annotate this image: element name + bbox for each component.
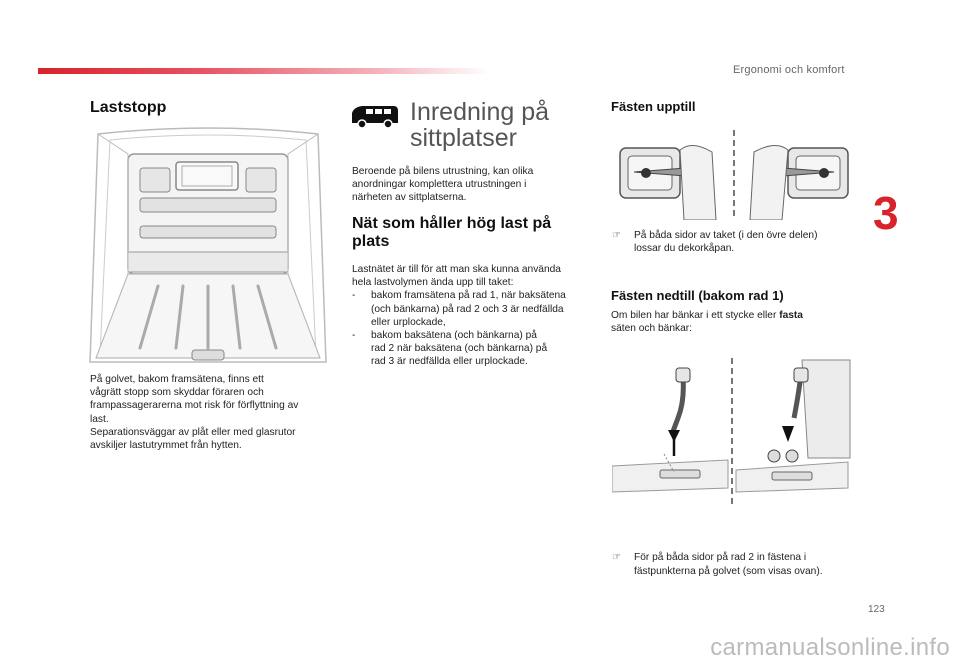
nat-list	[352, 289, 597, 368]
bullet-icon: ☞	[612, 552, 621, 564]
list-item: - bakom framsätena på rad 1, när baksätena (och bänkarna) på rad 2 och 3 är nedfällda eller urplockade,	[352, 290, 566, 328]
van-icon	[350, 103, 400, 129]
header-accent-bar	[38, 68, 490, 74]
chapter-number: 3	[873, 187, 899, 239]
list-item: - bakom baksätena (och bänkarna) på rad 2 när baksätena (och bänkarna) på rad 3 är nedfällda eller urplockade.	[352, 330, 548, 368]
bullet-icon: ☞	[612, 230, 621, 241]
fasten-upptill-title: Fästen upptill	[611, 99, 696, 114]
inredning-intro: Beroende på bilens utrustning, kan olika anordningar komplettera utrustningen i närheten av sittplatserna.	[352, 166, 534, 204]
nat-body: Lastnätet är till för att man ska kunna använda hela lastvolymen ända upp till taket: - bakom framsätena på rad 1, när baksätena (och bänkarna) på rad 2 och 3 är nedfällda eller urplockade, - bakom baksätena (och bänkarna) på rad 2 när baksätena (och bänkarna) på rad 3 är nedfällda eller urplockade.	[352, 263, 597, 369]
inredning-heading: Inredning på sittplatser	[410, 98, 550, 152]
fasten-nedtill-title: Fästen nedtill (bakom rad 1)	[611, 288, 784, 303]
watermark: carmanualsonline.info	[710, 634, 950, 661]
nat-subtitle: Nät som håller hög last på plats	[352, 215, 552, 250]
page-number: 123	[868, 604, 885, 615]
laststopp-title: Laststopp	[90, 99, 167, 116]
laststopp-body: På golvet, bakom framsätena, finns ett vågrätt stopp som skyddar föraren och frampassagerarerna mot risk för förflyttning av last. Separationsväggar av plåt eller med glasrutor avskiljer lastutrymmet från hytten.	[90, 374, 299, 452]
lower-bullet: ☞ För på båda sidor på rad 2 in fästena i fästpunkterna på golvet (som visas ovan).	[612, 552, 823, 577]
upper-bullet: ☞ På båda sidor av taket (i den övre delen) lossar du dekorkåpan.	[612, 230, 818, 255]
nedtill-intro: Om bilen har bänkar i ett stycke eller fasta säten och bänkar:	[611, 310, 803, 335]
section-title: Ergonomi och komfort	[733, 64, 845, 76]
upper-anchor-illustration	[612, 130, 857, 220]
cargo-area-illustration	[88, 126, 328, 364]
lower-anchor-illustration	[612, 358, 852, 508]
